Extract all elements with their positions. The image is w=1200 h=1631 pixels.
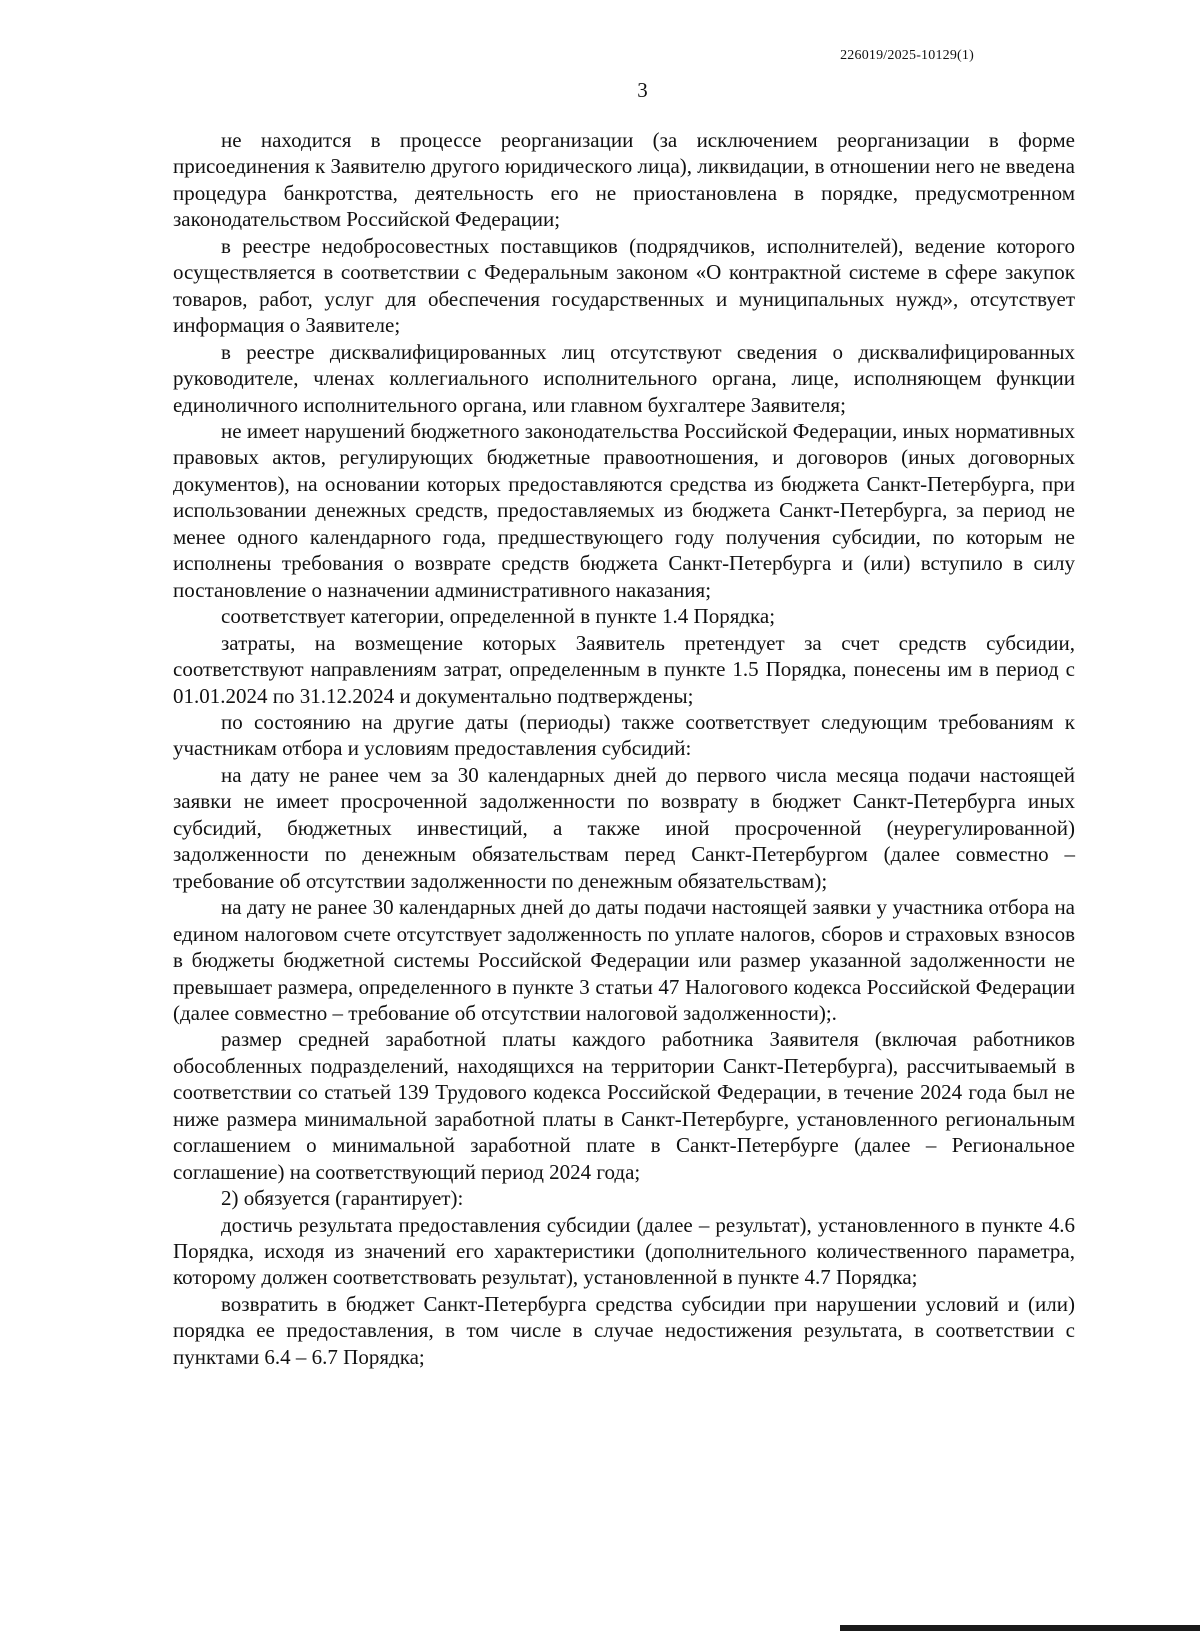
paragraph-unfair-suppliers-registry: в реестре недобросовестных поставщиков (подрядчиков, исполнителей), ведение которого осуществляется в соответствии с Федеральным законом «О контрактной системе в сфере закупок товаров, работ, услуг для обеспечения государственных и муниципальных нужд», отсутствует информация о Заявителе; <box>173 233 1075 338</box>
page-number: 3 <box>637 78 648 102</box>
document-body <box>173 127 1075 1370</box>
paragraph-other-dates-requirements: по состоянию на другие даты (периоды) также соответствует следующим требованиям к участникам отбора и условиям предоставления субсидий: <box>173 709 1075 761</box>
paragraph-disqualified-persons-registry: в реестре дисквалифицированных лиц отсутствуют сведения о дисквалифицированных руководителе, членах коллегиального исполнительного органа, лице, исполняющем функции единоличного исполнительного органа, или главном бухгалтере Заявителя; <box>173 339 1075 417</box>
paragraph-reorganization: не находится в процессе реорганизации (за исключением реорганизации в форме присоединения к Заявителю другого юридического лица), ликвидации, в отношении него не введена процедура банкротства, деятельность его не приостановлена в порядке, предусмотренном законодательством Российской Федерации; <box>173 128 1075 232</box>
paragraph-return-subsidy: возвратить в бюджет Санкт-Петербурга средства субсидии при нарушении условий и (или) порядка ее предоставления, в том числе в случае недостижения результата, в соответствии с пунктами 6.4 – 6.7 Порядка; <box>173 1291 1075 1369</box>
paragraph-achieve-result: достичь результата предоставления субсидии (далее – результат), установленного в пункте 4.6 Порядка, исходя из значений его характеристики (дополнительного количественного параметра, которому должен соответствовать результат), установленной в пункте 4.7 Порядка; <box>173 1212 1075 1290</box>
paragraph-category: соответствует категории, определенной в пункте 1.4 Порядка; <box>221 604 776 629</box>
paragraph-budget-violations: не имеет нарушений бюджетного законодательства Российской Федерации, иных нормативных правовых актов, регулирующих бюджетные правоотношения, и договоров (иных договорных документов), на основании которых предоставляются средства из бюджета Санкт-Петербурга, при использовании денежных средств, предоставляемых из бюджета Санкт-Петербурга, за период не менее одного календарного года, предшествующего году получения субсидии, по которым не исполнены требования о возврате средств бюджета Санкт-Петербурга и (или) вступило в силу постановление о назначении административного наказания; <box>173 418 1075 602</box>
document-registration-number: 226019/2025-10129(1) <box>840 48 974 63</box>
paragraph-no-tax-debt: на дату не ранее 30 календарных дней до даты подачи настоящей заявки у участника отбора на едином налоговом счете отсутствует задолженность по уплате налогов, сборов и страховых взносов в бюджеты бюджетной системы Российской Федерации или размер указанной задолженности не превышает размера, определенного в пункте 3 статьи 47 Налогового кодекса Российской Федерации (далее совместно – требование об отсутствии налоговой задолженности);. <box>173 895 1075 1025</box>
paragraph-average-salary: размер средней заработной платы каждого работника Заявителя (включая работников обособленных подразделений, находящихся на территории Санкт-Петербурга), рассчитываемый в соответствии со статьей 139 Трудового кодекса Российской Федерации, в течение 2024 года был не ниже размера минимальной заработной платы в Санкт-Петербурге, установленного региональным соглашением о минимальной заработной плате в Санкт-Петербурге (далее – Региональное соглашение) на соответствующий период 2024 года; <box>173 1027 1075 1184</box>
scan-edge-bar <box>840 1625 1200 1631</box>
paragraph-no-overdue-debt: на дату не ранее чем за 30 календарных дней до первого числа месяца подачи настоящей заявки не имеет просроченной задолженности по возврату в бюджет Санкт-Петербурга иных субсидий, бюджетных инвестиций, а также иной просроченной (неурегулированной) задолженности по денежным обязательствам перед Санкт-Петербургом (далее совместно – требование об отсутствии задолженности по денежным обязательствам); <box>173 762 1075 893</box>
paragraph-obligations-heading: 2) обязуется (гарантирует): <box>221 1186 464 1211</box>
paragraph-costs: затраты, на возмещение которых Заявитель претендует за счет средств субсидии, соответствуют направлениям затрат, определенным в пункте 1.5 Порядка, понесены им в период с 01.01.2024 по 31.12.2024 и документально подтверждены; <box>173 630 1075 708</box>
